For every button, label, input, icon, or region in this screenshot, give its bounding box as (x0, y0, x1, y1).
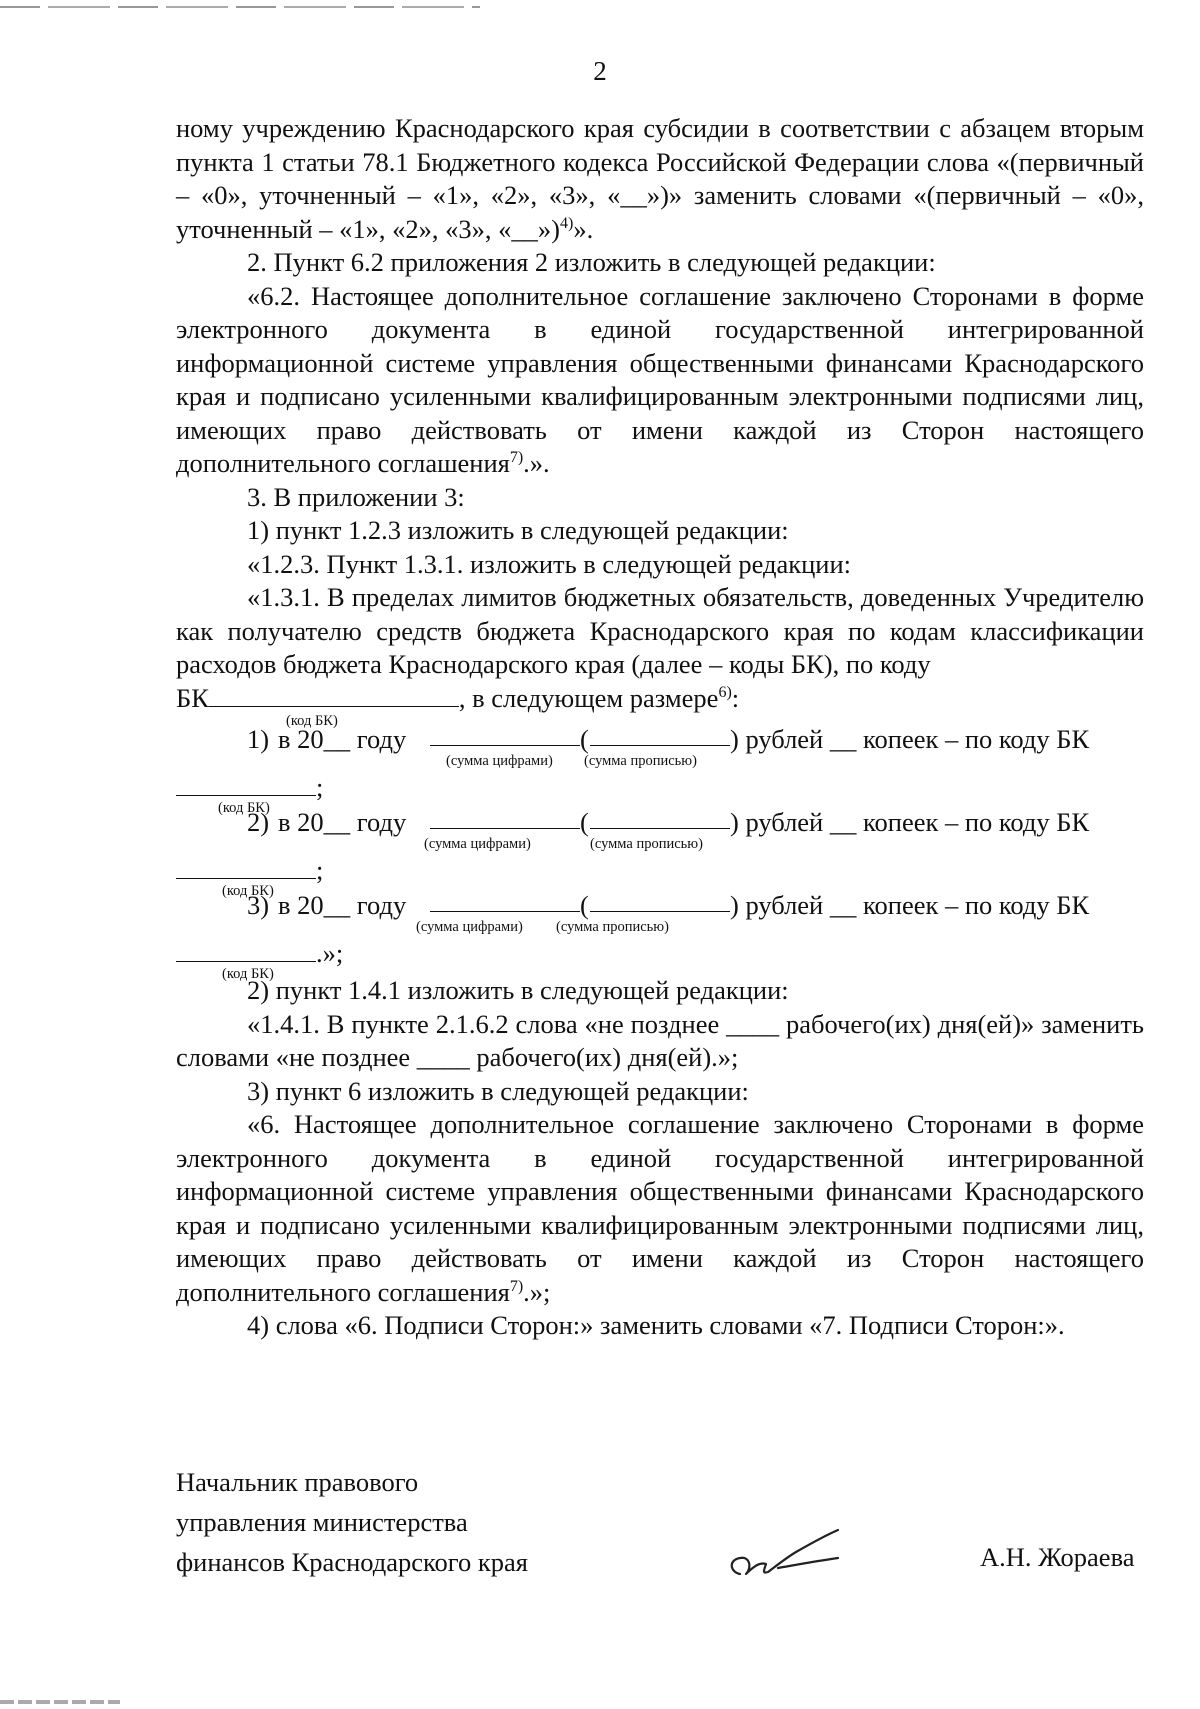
year-row-2-sum-digits-blank (430, 806, 580, 829)
year-row-1-text: в 20__ году (278, 724, 407, 754)
year-row-2 (176, 806, 1144, 852)
year-row-2-code-line (176, 854, 1144, 899)
paragraph-8: 2) пункт 1.4.1 изложить в следующей редакции: (247, 975, 789, 1005)
year-row-1-sum-digits-blank (430, 723, 580, 746)
year-row-1-label-words: (сумма прописью) (584, 753, 697, 769)
year-row-1-sum-words-blank (590, 723, 730, 746)
year-row-1-code-label: (код БК) (218, 799, 270, 816)
paragraph-3 (176, 280, 1144, 481)
year-row-2-num: 2) (247, 807, 270, 837)
year-row-3-text-end: ) рублей __ копеек – по коду БК (730, 890, 1090, 920)
paragraph-11-text: «6. Настоящее дополнительное соглашение заключено Сторонами в форме электронного документа в единой государственной интегрированной информационной системе управления общественными финансами Краснодарского края и подписано усиленными квалифицированным электронными подписями лиц, имеющих право действовать от имени каждой из Сторон настоящего дополнительного соглашения (176, 1109, 1144, 1307)
year-row-2-paren: ( (580, 807, 589, 837)
year-row-2-code-blank (176, 856, 316, 879)
footnote-ref-7b: 7) (509, 1277, 524, 1295)
footnote-ref-6: 6) (718, 683, 732, 701)
signer-name: А.Н. Жораева (980, 1542, 1135, 1572)
year-row-3-num: 3) (247, 890, 270, 920)
year-row-3 (176, 889, 1144, 935)
year-row-3-paren: ( (580, 890, 589, 920)
paragraph-10: 3) пункт 6 изложить в следующей редакции: (247, 1075, 749, 1106)
year-row-3-code-label: (код БК) (222, 965, 274, 982)
year-row-1-paren: ( (580, 724, 589, 754)
year-row-1-code-line (176, 771, 1144, 816)
signer-position-line-2: управления министерства (176, 1507, 468, 1537)
year-row-3-label-digits: (сумма цифрами) (416, 919, 523, 935)
year-row-1-text-end: ) рублей __ копеек – по коду БК (730, 724, 1090, 754)
year-row-3-end: .»; (316, 937, 344, 968)
year-row-2-code-label: (код БК) (222, 882, 274, 899)
paragraph-1-end: ». (573, 213, 594, 244)
bk-suffix: , в следующем размере (458, 682, 719, 713)
bk-prefix: БК (176, 682, 209, 713)
signature-block (176, 1462, 528, 1582)
signer-position-line-1: Начальник правового (176, 1467, 419, 1497)
bk-code-label: (код БК) (286, 712, 338, 729)
bk-colon: : (731, 682, 740, 713)
paragraph-4: 3. В приложении 3: (247, 481, 465, 512)
year-row-3-code-line (176, 937, 1144, 982)
footnote-ref-7: 7) (509, 449, 524, 467)
year-row-1-end: ; (316, 771, 324, 802)
signer-position-line-3: финансов Краснодарского края (176, 1547, 528, 1577)
paragraph-1-text: ному учреждению Краснодарского края субсидии в соответствии с абзацем вторым пункта 1 статьи 78.1 Бюджетного кодекса Российской Федерации слова «(первичный – «0», уточненный – «1», «2», «3», «__»)» заменить словами «(первичный – «0», уточненный – «1», «2», «3», «__») (176, 113, 1144, 244)
bk-code-blank (209, 684, 459, 707)
paragraph-11-end: .»; (523, 1276, 551, 1307)
paragraph-7: «1.3.1. В пределах лимитов бюджетных обязательств, доведенных Учредителю как получателю средств бюджета Краснодарского края по кодам классификации расходов бюджета Краснодарского края (далее – коды БК), по коду (176, 582, 1144, 679)
paragraph-3-end: .». (523, 448, 550, 478)
year-row-3-code-blank (176, 939, 316, 962)
year-row-1-code-blank (176, 773, 316, 796)
year-row-2-sum-words-blank (590, 806, 730, 829)
scan-artifact-top (0, 6, 480, 8)
year-row-3-label-words: (сумма прописью) (556, 919, 669, 935)
footnote-ref-4: 4) (560, 214, 574, 232)
paragraph-12: 4) слова «6. Подписи Сторон:» заменить словами «7. Подписи Сторон:». (247, 1310, 1065, 1340)
year-row-2-label-digits: (сумма цифрами) (424, 836, 531, 852)
document-body (176, 112, 1144, 1343)
paragraph-5: 1) пункт 1.2.3 изложить в следующей редакции: (247, 515, 789, 545)
year-row-1-num: 1) (247, 724, 270, 754)
bk-code-line (176, 682, 1144, 729)
scan-artifact-bottom (0, 1700, 120, 1704)
paragraph-6: «1.2.3. Пункт 1.3.1. изложить в следующей редакции: (247, 548, 852, 579)
paragraph-2: 2. Пункт 6.2 приложения 2 изложить в следующей редакции: (247, 247, 936, 277)
year-row-3-sum-digits-blank (430, 889, 580, 912)
paragraph-3-text: «6.2. Настоящее дополнительное соглашение заключено Сторонами в форме электронного документа в единой государственной интегрированной информационной системе управления общественными финансами Краснодарского края и подписано усиленными квалифицированным электронными подписями лиц, имеющих право действовать от имени каждой из Сторон настоящего дополнительного соглашения (176, 280, 1144, 478)
year-row-1-label-digits: (сумма цифрами) (446, 753, 553, 769)
year-row-2-text: в 20__ году (278, 807, 407, 837)
year-row-3-text: в 20__ году (278, 890, 407, 920)
year-row-2-text-end: ) рублей __ копеек – по коду БК (730, 807, 1090, 837)
handwritten-signature (720, 1522, 870, 1592)
page-number: 2 (593, 56, 607, 86)
year-row-3-sum-words-blank (590, 889, 730, 912)
year-row-2-label-words: (сумма прописью) (590, 836, 703, 852)
paragraph-9: «1.4.1. В пункте 2.1.6.2 слова «не позднее ____ рабочего(их) дня(ей)» заменить словами «не позднее ____ рабочего(их) дня(ей).»; (176, 1008, 1144, 1072)
paragraph-1 (176, 112, 1144, 246)
year-row-1 (176, 723, 1144, 769)
paragraph-11 (176, 1108, 1144, 1309)
year-row-2-end: ; (316, 854, 324, 885)
